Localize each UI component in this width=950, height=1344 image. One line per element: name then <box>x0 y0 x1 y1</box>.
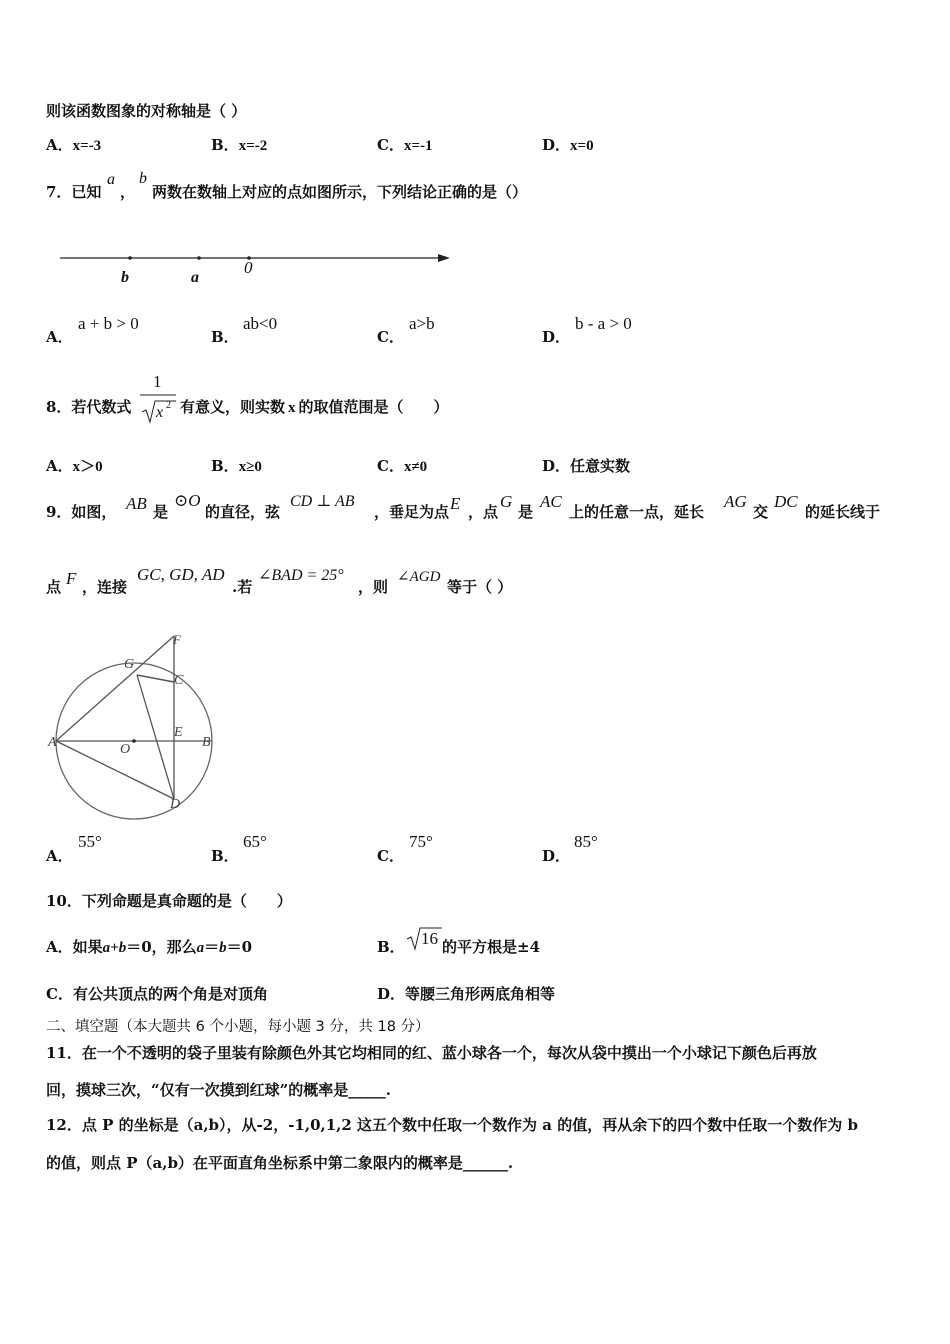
option-label: A． <box>46 847 73 865</box>
q12-line-2: 的值，则点 P（a,b）在平面直角坐标系中第二象限内的概率是______. <box>46 1154 514 1172</box>
q7-option-d-math: b - a > 0 <box>575 314 632 333</box>
q9-math-bad: ∠BAD = 25° <box>258 567 344 584</box>
q6-option-a[interactable] <box>46 138 101 154</box>
label-b: B <box>202 735 211 750</box>
q9-text-1: 9．如图， <box>46 503 117 521</box>
math-a-plus-b: a+b <box>102 940 127 956</box>
stem-text: 有意义，则实数 <box>180 398 286 416</box>
q6-stem: 则该函数图象的对称轴是（ ） <box>46 102 247 120</box>
q7-number: 7．已知 <box>46 183 102 201</box>
q8-option-b[interactable] <box>211 459 262 475</box>
option-label: B． <box>211 328 239 346</box>
q8-number: 8．若代数式 <box>46 398 132 416</box>
label-d: D <box>170 797 181 812</box>
option-label: C． <box>377 136 404 154</box>
option-label: D． <box>542 847 571 865</box>
q9-option-b[interactable] <box>211 849 239 864</box>
q9-option-c-math: 75° <box>409 832 433 851</box>
center-o-dot <box>132 739 136 743</box>
q8-option-d[interactable] <box>542 459 630 474</box>
q9-math-dc: DC <box>774 492 798 511</box>
segment-gd <box>137 675 174 799</box>
q9-text-14: 等于（ ） <box>447 578 513 596</box>
point-b <box>128 256 132 260</box>
q7-stem-rest: 两数在数轴上对应的点如图所示，下列结论正确的是（） <box>152 183 528 201</box>
option-label: C． <box>377 847 404 865</box>
q8-radicand: x <box>156 404 164 421</box>
option-label: D． <box>542 457 571 475</box>
q9-math-ag: AG <box>724 492 747 511</box>
q9-text-3: 的直径，弦 <box>205 503 281 521</box>
var-x: x <box>288 400 296 416</box>
label-c: C <box>174 673 184 688</box>
q9-math-ac: AC <box>540 492 562 511</box>
q7-option-c[interactable] <box>377 330 404 345</box>
q7-var-b: b <box>139 170 147 187</box>
option-label: C． <box>377 457 404 475</box>
label-g: G <box>124 657 135 672</box>
q6-option-c[interactable] <box>377 138 433 154</box>
option-text: x=-1 <box>403 138 433 154</box>
math-a: a <box>196 940 205 956</box>
q9-math-f: F <box>66 569 77 588</box>
q9-math-ab: AB <box>126 494 147 513</box>
option-text: x＞0 <box>72 459 103 475</box>
q7-option-a-math: a + b > 0 <box>78 314 139 333</box>
option-text-1: ＝0，那么 <box>126 938 197 956</box>
option-text: 任意实数 <box>570 457 631 475</box>
q9-text-2: 是 <box>153 503 169 521</box>
option-label: A．如果 <box>46 938 103 956</box>
q6-option-b[interactable] <box>211 138 267 154</box>
option-text: x=0 <box>570 138 594 154</box>
circle-dot-icon: ⊙ <box>174 491 189 510</box>
option-text: x=-3 <box>72 138 102 154</box>
q10-option-b-text: 的平方根是±4 <box>442 938 541 956</box>
q9-text-10: 点 <box>46 578 62 596</box>
q10-option-b[interactable] <box>377 940 405 955</box>
q7-option-b-math: ab<0 <box>243 314 278 333</box>
q9-math-agd: ∠AGD <box>397 569 441 585</box>
label-e: E <box>174 725 183 740</box>
q9-option-c[interactable] <box>377 849 404 864</box>
section-heading: 二、填空题（本大题共 6 个小题，每小题 3 分，共 18 分） <box>46 1019 430 1035</box>
q9-option-d-math: 85° <box>574 832 598 851</box>
number-line-arrow <box>438 254 450 262</box>
option-text-2: ＝0 <box>226 938 253 956</box>
circle-label: O <box>188 491 201 510</box>
q7-var-a: a <box>107 171 115 188</box>
q10-option-b-radicand: 16 <box>421 929 438 948</box>
q10-option-c[interactable]: C．有公共顶点的两个角是对顶角 <box>46 985 268 1003</box>
option-label: B． <box>377 938 405 956</box>
q7-comma: ， <box>120 183 136 201</box>
option-text: x≠0 <box>403 459 428 475</box>
q7-option-a[interactable] <box>46 330 73 345</box>
q9-text-13: ，则 <box>358 578 389 596</box>
option-label: B． <box>211 847 239 865</box>
label-b: b <box>121 269 129 286</box>
q7-option-b[interactable] <box>211 330 239 345</box>
option-label: B． <box>211 457 239 475</box>
q11-line-2: 回，摸球三次，“仅有一次摸到红球”的概率是_____. <box>46 1081 391 1099</box>
q9-math-e: E <box>450 494 461 513</box>
q12-line-1: 12．点 P 的坐标是（a,b），从-2，-1,0,1,2 这五个数中任取一个数作为 a 的值，再从余下的四个数中任取一个数作为 b <box>46 1116 858 1134</box>
q9-math-circle <box>174 492 201 509</box>
equals-sign: ＝ <box>204 938 220 956</box>
q10-stem: 10．下列命题是真命题的是（ ） <box>46 892 292 910</box>
q9-text-9: 的延长线于 <box>805 503 881 521</box>
q10-option-d[interactable]: D．等腰三角形两底角相等 <box>377 985 556 1003</box>
q9-option-d[interactable] <box>542 849 570 864</box>
q6-option-d[interactable] <box>542 138 594 154</box>
segment-gc <box>137 675 174 682</box>
label-o: O <box>120 742 131 757</box>
q9-text-7: 上的任意一点，延长 <box>569 503 705 521</box>
q7-option-c-math: a>b <box>409 314 435 333</box>
q9-option-b-math: 65° <box>243 832 267 851</box>
option-label: C． <box>377 328 404 346</box>
line-af <box>56 636 174 741</box>
label-a: a <box>191 269 199 286</box>
q9-circle-figure <box>40 622 270 822</box>
label-zero: 0 <box>244 258 253 277</box>
q9-option-a-math: 55° <box>78 832 102 851</box>
q8-stem-rest <box>180 400 449 416</box>
stem-end: 的取值范围是（ ） <box>298 398 449 416</box>
label-a: A <box>48 735 57 750</box>
q11-line-1: 11．在一个不透明的袋子里装有除颜色外其它均相同的红、蓝小球各一个，每次从袋中摸出一个小球记下颜色后再放 <box>46 1044 817 1062</box>
q9-math-lines: GC, GD, AD <box>137 565 225 584</box>
q9-text-11: ，连接 <box>82 578 128 596</box>
q8-option-c[interactable] <box>377 459 427 475</box>
q7-number-line <box>0 235 460 285</box>
q9-text-5: ，点 <box>468 503 499 521</box>
option-label: B． <box>211 136 239 154</box>
option-label: D． <box>542 328 571 346</box>
option-label: A． <box>46 136 73 154</box>
option-text: x≥0 <box>238 459 262 475</box>
q7-option-d[interactable] <box>542 330 570 345</box>
option-text: x=-2 <box>238 138 268 154</box>
q8-option-a[interactable] <box>46 459 103 475</box>
q9-text-4: ，垂足为点 <box>374 503 450 521</box>
q9-text-12: .若 <box>232 578 253 596</box>
label-f: F <box>173 632 181 647</box>
q8-exponent: 2 <box>166 400 171 411</box>
option-label: D． <box>542 136 571 154</box>
q9-math-g: G <box>500 492 513 511</box>
point-a <box>197 256 201 260</box>
q9-text-6: 是 <box>518 503 534 521</box>
q10-option-a[interactable] <box>46 940 252 956</box>
option-label: A． <box>46 457 73 475</box>
q9-text-8: 交 <box>753 503 769 521</box>
q9-math-perp: CD ⊥ AB <box>290 493 355 510</box>
q9-option-a[interactable] <box>46 849 73 864</box>
q8-fraction-numerator: 1 <box>153 372 162 391</box>
option-label: A． <box>46 328 73 346</box>
math-b: b <box>219 940 227 956</box>
